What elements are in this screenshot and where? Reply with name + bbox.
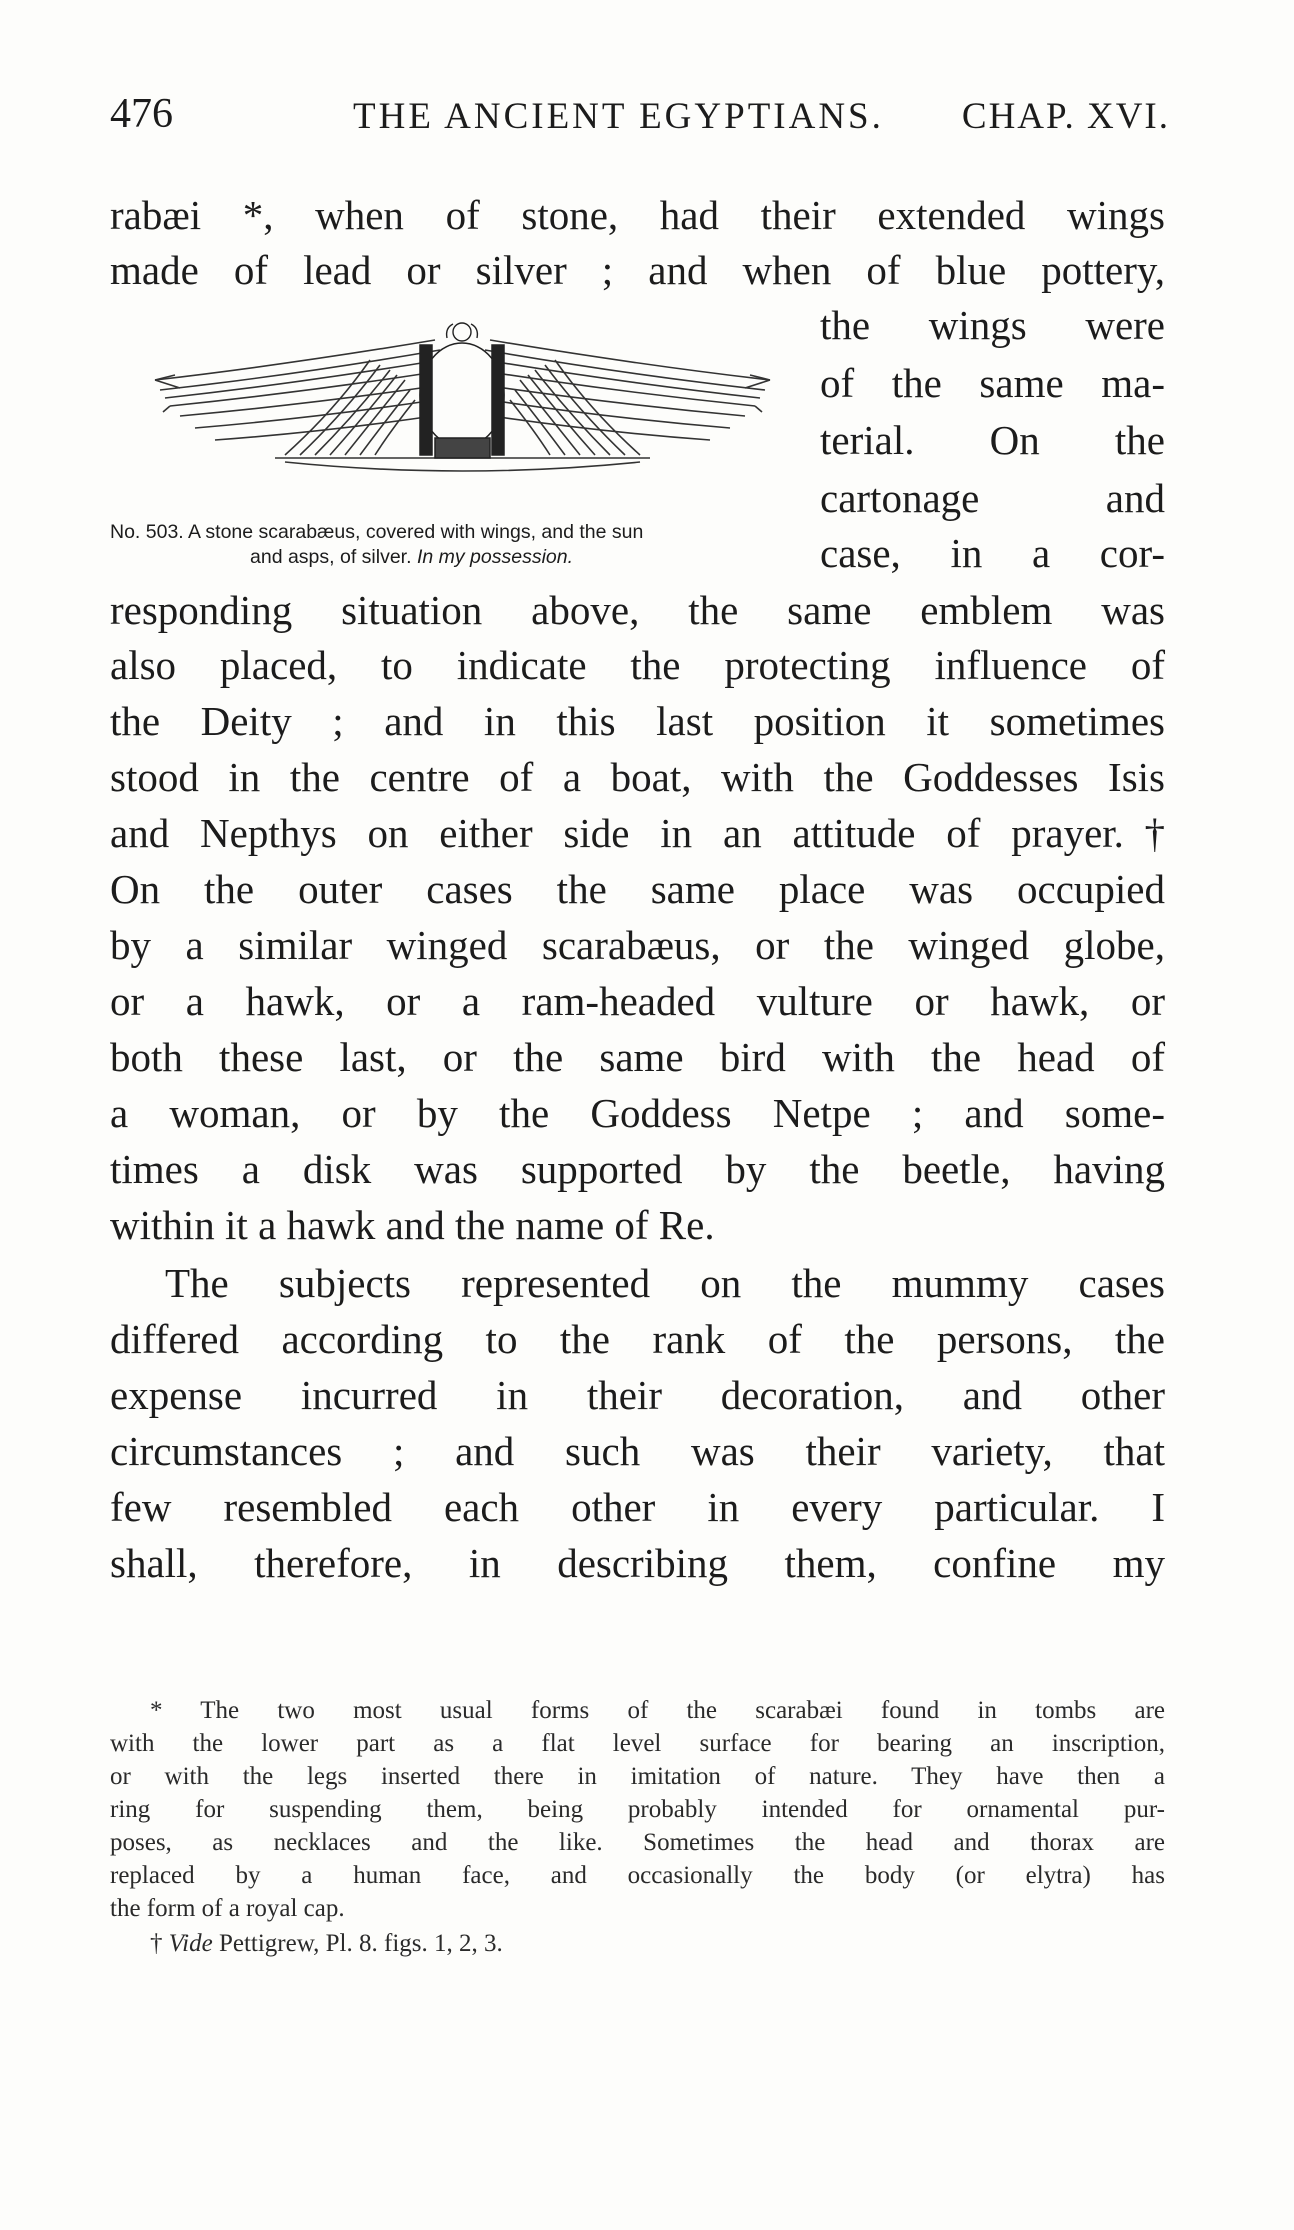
caption-text: and asps, of silver. — [250, 546, 412, 568]
body-line: terial. On the — [820, 417, 1165, 463]
footnote-line: or with the legs inserted there in imitation of nature. They have then a — [110, 1763, 1165, 1790]
body-line: times a disk was supported by the beetle, having — [110, 1146, 1165, 1192]
body-line: the Deity ; and in this last position it sometimes — [110, 698, 1165, 744]
body-line: circumstances ; and such was their variety, that — [110, 1428, 1165, 1474]
footnote-line: ring for suspending them, being probably intended for ornamental pur- — [110, 1796, 1165, 1823]
footnote-line: the form of a royal cap. — [110, 1895, 345, 1922]
body-line: case, in a cor- — [820, 530, 1165, 576]
chapter-label: CHAP. XVI. — [961, 96, 1170, 137]
running-header — [110, 90, 1170, 150]
winged-scarab-icon — [135, 320, 790, 520]
vide-italic: Vide — [168, 1930, 213, 1957]
footnote-line: replaced by a human face, and occasionally the body (or elytra) has — [110, 1862, 1165, 1889]
body-line: the wings were — [820, 302, 1165, 348]
body-line: of the same ma- — [820, 360, 1165, 406]
figure-caption-line2 — [250, 548, 573, 568]
body-line: shall, therefore, in describing them, confine my — [110, 1540, 1165, 1586]
reference-text: Pettigrew, Pl. 8. figs. 1, 2, 3. — [218, 1930, 503, 1957]
footnote-line: with the lower part as a flat level surface for bearing an inscription, — [110, 1730, 1165, 1757]
body-line: few resembled each other in every particular. I — [110, 1484, 1165, 1530]
body-line: stood in the centre of a boat, with the Goddesses Isis — [110, 754, 1165, 800]
body-line: responding situation above, the same emblem was — [110, 587, 1165, 633]
footnote-reference — [150, 1931, 1205, 1956]
body-line: or a hawk, or a ram-headed vulture or hawk, or — [110, 978, 1165, 1024]
body-line: On the outer cases the same place was occupied — [110, 866, 1165, 912]
dagger-mark: † — [150, 1930, 163, 1957]
body-line: The subjects represented on the mummy cases — [165, 1260, 1165, 1306]
body-line: also placed, to indicate the protecting influence of — [110, 642, 1165, 688]
figure-caption-line1: No. 503. A stone scarabæus, covered with wings, and the sun — [110, 521, 644, 543]
page-number: 476 — [110, 91, 173, 137]
footnote-line: * The two most usual forms of the scarabæi found in tombs are — [150, 1697, 1165, 1724]
body-line: within it a hawk and the name of Re. — [110, 1202, 715, 1248]
body-line: by a similar winged scarabæus, or the winged globe, — [110, 922, 1165, 968]
body-line: differed according to the rank of the persons, the — [110, 1316, 1165, 1362]
body-line: both these last, or the same bird with the head of — [110, 1034, 1165, 1080]
body-line: rabæi *, when of stone, had their extended wings — [110, 192, 1165, 238]
body-line: made of lead or silver ; and when of blue pottery, — [110, 247, 1165, 293]
body-line: and Nepthys on either side in an attitude of prayer.† — [110, 810, 1165, 856]
running-title: THE ANCIENT EGYPTIANS. — [353, 96, 884, 137]
body-line: expense incurred in their decoration, and other — [110, 1372, 1165, 1418]
caption-italic: In my possession. — [416, 546, 574, 568]
footnote-line: poses, as necklaces and the like. Sometimes the head and thorax are — [110, 1829, 1165, 1856]
body-line: a woman, or by the Goddess Netpe ; and some- — [110, 1090, 1165, 1136]
body-line: cartonage and — [820, 475, 1165, 521]
